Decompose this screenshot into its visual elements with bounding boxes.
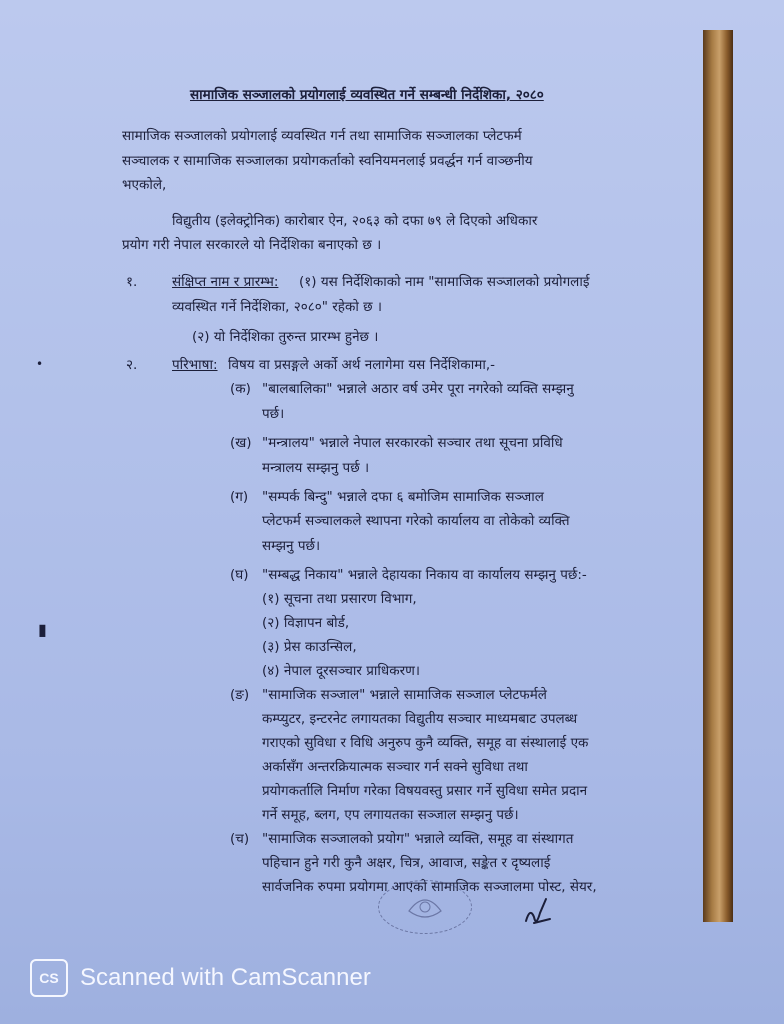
clause-line: सम्झनु पर्छ। bbox=[262, 538, 321, 554]
section-number: २. bbox=[126, 357, 138, 373]
clause-line: "सम्पर्क बिन्दु" भन्नाले दफा ६ बमोजिम सामाजिक सञ्जाल bbox=[262, 489, 544, 505]
clause-label: (च) bbox=[230, 831, 250, 847]
section-number: १. bbox=[126, 274, 138, 290]
clause-line: प्रयोगकर्तालि निर्माण गरेका विषयवस्तु प्रसार गर्ने सुविधा समेत प्रदान bbox=[262, 783, 588, 799]
section-heading: संक्षिप्त नाम र प्रारम्भ: bbox=[172, 274, 279, 290]
clause-line: "सामाजिक सञ्जाल" भन्नाले सामाजिक सञ्जाल प्लेटफर्मले bbox=[262, 687, 547, 703]
clause-line: गराएको सुविधा र विधि अनुरुप कुनै व्यक्ति, समूह वा संस्थालाई एक bbox=[262, 735, 589, 751]
authority-line: विद्युतीय (इलेक्ट्रोनिक) कारोबार ऐन, २०६३ को दफा ७९ ले दिएको अधिकार bbox=[172, 213, 538, 229]
camscanner-watermark-text: Scanned with CamScanner bbox=[80, 964, 371, 991]
clause-line: गर्ने समूह, ब्लग, एप लगायतका सञ्जाल सम्झनु पर्छ। bbox=[262, 807, 519, 823]
clause-line: "बालबालिका" भन्नाले अठार वर्ष उमेर पूरा नगरेको व्यक्ति सम्झनु bbox=[262, 381, 574, 397]
clause-line: मन्त्रालय सम्झनु पर्छ । bbox=[262, 460, 370, 476]
section-line: व्यवस्थित गर्ने निर्देशिका, २०८०" रहेको छ । bbox=[172, 299, 383, 315]
clause-line: कम्प्युटर, इन्टरनेट लगायतका विद्युतीय सञ्चार माध्यमबाट उपलब्ध bbox=[262, 711, 578, 727]
handwritten-signature bbox=[520, 893, 556, 933]
camscanner-logo-icon: CS bbox=[30, 959, 68, 997]
section-intro: विषय वा प्रसङ्गले अर्को अर्थ नलागेमा यस निर्देशिकामा,- bbox=[228, 357, 495, 373]
clause-label: (घ) bbox=[230, 567, 249, 583]
clause-label: (क) bbox=[230, 381, 251, 397]
clause-line: पर्छ। bbox=[262, 406, 285, 422]
clause-subitem: (१) सूचना तथा प्रसारण विभाग, bbox=[262, 591, 417, 607]
clause-line: सार्वजनिक रुपमा प्रयोगमा आएको सामाजिक सञ्जालमा पोस्ट, सेयर, bbox=[262, 879, 597, 895]
clause-label: (ङ) bbox=[230, 687, 250, 703]
margin-mark: • bbox=[36, 357, 44, 371]
document-title: सामाजिक सञ्जालको प्रयोगलाई व्यवस्थित गर्ने सम्बन्धी निर्देशिका, २०८० bbox=[190, 87, 544, 103]
clause-label: (ग) bbox=[230, 489, 249, 505]
preamble-line: सञ्चालक र सामाजिक सञ्जालका प्रयोगकर्ताको स्वनियमनलाई प्रवर्द्धन गर्न वाञ्छनीय bbox=[122, 153, 533, 169]
section-heading: परिभाषा: bbox=[172, 357, 218, 373]
clause-subitem: (२) विज्ञापन बोर्ड, bbox=[262, 615, 350, 631]
seal-emblem-icon bbox=[379, 881, 471, 933]
clause-line: "सामाजिक सञ्जालको प्रयोग" भन्नाले व्यक्ति, समूह वा संस्थागत bbox=[262, 831, 574, 847]
authority-line: प्रयोग गरी नेपाल सरकारले यो निर्देशिका बनाएको छ । bbox=[122, 237, 382, 253]
preamble-line: सामाजिक सञ्जालको प्रयोगलाई व्यवस्थित गर्न तथा सामाजिक सञ्जालका प्लेटफर्म bbox=[122, 128, 522, 144]
book-binding-edge bbox=[703, 30, 733, 922]
section-line: (२) यो निर्देशिका तुरुन्त प्रारम्भ हुनेछ । bbox=[192, 329, 379, 345]
section-line: (१) यस निर्देशिकाको नाम "सामाजिक सञ्जालको प्रयोगलाई bbox=[299, 274, 590, 290]
clause-label: (ख) bbox=[230, 435, 252, 451]
clause-line: प्लेटफर्म सञ्चालकले स्थापना गरेको कार्यालय वा तोकेको व्यक्ति bbox=[262, 513, 570, 529]
official-seal-stamp bbox=[378, 880, 472, 934]
clause-line: "सम्बद्ध निकाय" भन्नाले देहायका निकाय वा कार्यालय सम्झनु पर्छ:- bbox=[262, 567, 587, 583]
clause-subitem: (३) प्रेस काउन्सिल, bbox=[262, 639, 357, 655]
camscanner-watermark bbox=[30, 958, 371, 998]
clause-line: पहिचान हुने गरी कुनै अक्षर, चित्र, आवाज, सङ्केत र दृष्यलाई bbox=[262, 855, 551, 871]
clause-line: "मन्त्रालय" भन्नाले नेपाल सरकारको सञ्चार तथा सूचना प्रविधि bbox=[262, 435, 563, 451]
margin-mark: ▮ bbox=[38, 620, 47, 639]
preamble-line: भएकोले, bbox=[122, 177, 167, 193]
clause-subitem: (४) नेपाल दूरसञ्चार प्राधिकरण। bbox=[262, 663, 420, 679]
clause-line: अर्कासँग अन्तरक्रियात्मक सञ्चार गर्न सक्ने सुविधा तथा bbox=[262, 759, 528, 775]
